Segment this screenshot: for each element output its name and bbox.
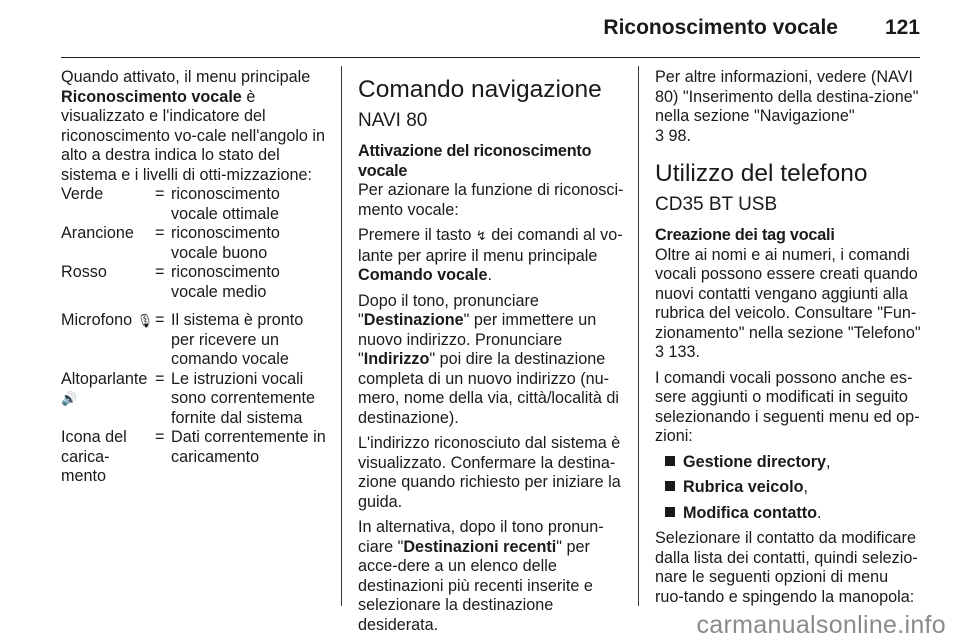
bullet-square-icon	[665, 456, 675, 466]
column-divider-1	[341, 66, 342, 606]
section-heading-navigazione: Comando navigazione	[358, 76, 602, 103]
intro-bold: Riconoscimento vocale	[61, 87, 242, 106]
term-row-altoparlante: Altoparlante 🔊 = Le istruzioni vocali sono correntemente fornite dal sistema	[61, 369, 315, 427]
para-indirizzo-riconosciuto: L'indirizzo riconosciuto dal sistema è visualizzato. Confermare la destina-zione quando richiesto per iniziare la guida.	[358, 434, 621, 511]
menu-option-list	[655, 453, 921, 524]
para-premere: Premere il tasto ↯ dei comandi al vo-lante per aprire il menu principale Comando vocale.	[358, 226, 623, 284]
page-title: Riconoscimento vocale	[603, 16, 838, 39]
para-altre-informazioni: Per altre informazioni, vedere (NAVI 80) "Inserimento della destina-zione" nella sezione "Navigazione" 3 98.	[655, 68, 919, 145]
microphone-icon: 🎙	[136, 314, 154, 329]
para-dopo-tono: Dopo il tono, pronunciare "Destinazione" per immettere un nuovo indirizzo. Pronunciare "Indirizzo" poi dire la destinazione completa di un nuovo indirizzo (nu-mero, nome della via, città/località di destinazione).	[358, 291, 619, 427]
column-middle	[358, 68, 624, 641]
para-alternativa: In alternativa, dopo il tono pronun-ciare "Destinazioni recenti" per acce-dere a un elenco delle destinazioni più recenti inserite e selezionare la destinazione desiderata.	[358, 518, 604, 634]
term-row-verde: Verde = riconoscimento vocale ottimale	[61, 185, 280, 223]
list-item: Gestione directory,	[665, 453, 921, 473]
term-row-microfono: Microfono 🎙 = Il sistema è pronto per ricevere un comando vocale	[61, 311, 304, 368]
section-heading-telefono: Utilizzo del telefono	[655, 160, 868, 187]
page-number: 121	[884, 16, 920, 39]
subheading-navi80: NAVI 80	[358, 110, 428, 131]
para-selezionare: Selezionare il contatto da modificare dalla lista dei contatti, quindi selezio-nare le seguenti opzioni di menu ruo-tando e spingendo la manopola:	[655, 529, 918, 606]
bullet-square-icon	[665, 507, 675, 517]
para-oltre-nomi: Oltre ai nomi e ai numeri, i comandi vocali possono essere creati quando nuovi contatti vengano aggiunti alla rubrica del veicolo. Consultare "Fun-zionamento" nella sezione "Telefono" 3 133.	[655, 245, 921, 361]
column-right	[655, 68, 921, 613]
intro-paragraph: Quando attivato, il menu principale Riconoscimento vocale è visualizzato e l'indicatore del riconoscimento vo-cale nell'angolo in alto a destra indica lo stato del sistema e i livelli di otti-mizzazione:	[61, 68, 326, 184]
para-azionare: Per azionare la funzione di riconosci-mento vocale:	[358, 181, 624, 219]
column-divider-2	[638, 66, 639, 606]
term-row-arancione: Arancione = riconoscimento vocale buono	[61, 224, 280, 262]
subsub-tag-vocali: Creazione dei tag vocali	[655, 226, 835, 244]
watermark: carmanualsonline.info	[696, 611, 946, 639]
page-reference: 3 133.	[655, 343, 701, 361]
page-header	[0, 0, 960, 58]
term-row-caricamento: Icona del carica-mento = Dati correntemente in caricamento	[61, 428, 326, 485]
subsub-attivazione: Attivazione del riconoscimento vocale	[358, 142, 592, 180]
list-item: Rubrica veicolo,	[665, 478, 921, 498]
column-left	[61, 68, 329, 487]
speaker-icon: 🔊	[61, 392, 78, 407]
page-reference: 3 98.	[655, 126, 692, 145]
list-item: Modifica contatto.	[665, 504, 921, 524]
header-divider	[61, 57, 920, 58]
term-row-rosso: Rosso = riconoscimento vocale medio	[61, 263, 280, 301]
bullet-square-icon	[665, 481, 675, 491]
voice-button-icon: ↯	[475, 229, 487, 244]
subheading-cd35: CD35 BT USB	[655, 194, 778, 215]
para-comandi-vocali: I comandi vocali possono anche es-sere aggiunti o modificati in seguito selezionando i seguenti menu ed op-zioni:	[655, 368, 920, 445]
